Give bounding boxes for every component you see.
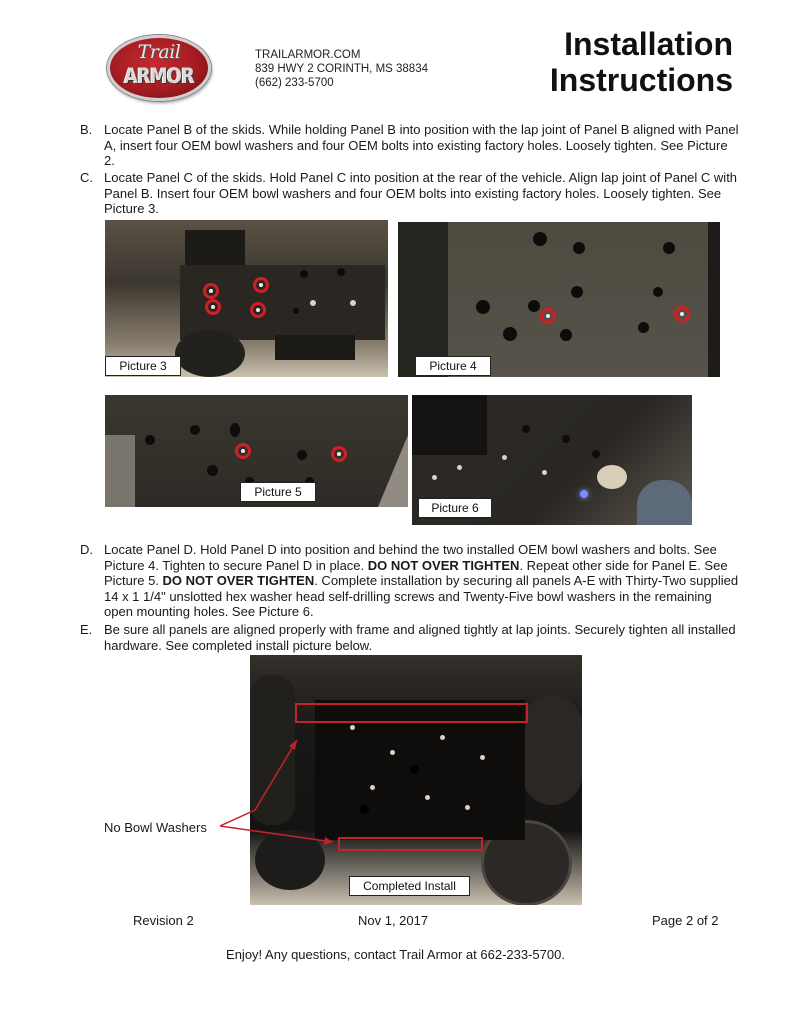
logo-text-trail: Trail (137, 41, 181, 63)
highlight-ring (540, 308, 556, 324)
highlight-ring (331, 446, 347, 462)
company-website: TRAILARMOR.COM (255, 49, 361, 61)
company-phone: (662) 233-5700 (255, 77, 334, 89)
step-text (104, 542, 740, 620)
trail-armor-logo (107, 35, 211, 101)
highlight-ring (203, 283, 219, 299)
step-b (80, 122, 740, 169)
warning-text: DO NOT OVER TIGHTEN (162, 573, 315, 589)
completed-install-caption: Completed Install (349, 876, 470, 896)
title-line-1: Installation (564, 26, 733, 62)
company-address: 839 HWY 2 CORINTH, MS 38834 (255, 63, 428, 75)
step-text-part: . Complete installation by securing all panels A-E with Thirty-Two supplied 14 x 1 1/4" unslotted hex washer head self-drilling screws and Twenty-Five bowl washers in the remaining open mounting holes. See Picture 6. (104, 573, 739, 620)
step-e (80, 622, 740, 653)
title-line-2: Instructions (549, 62, 733, 98)
highlight-ring (205, 299, 221, 315)
picture-3-caption: Picture 3 (105, 356, 181, 376)
company-contact-block (255, 48, 428, 90)
logo-text-armor: ARMOR (124, 64, 194, 88)
highlight-ring (674, 306, 690, 322)
step-letter: D. (80, 542, 93, 557)
document-title (550, 26, 733, 98)
annotation-arrows (215, 660, 335, 860)
step-text: Locate Panel C of the skids. Hold Panel C into position at the rear of the vehicle. Align lap joint of Panel C with Panel B. Insert four OEM bowl washers and four OEM bolts into existing factory holes. Loosely tighten. See Picture 3. (104, 170, 738, 217)
picture-6-caption: Picture 6 (418, 498, 492, 518)
warning-text: DO NOT OVER TIGHTEN (367, 557, 520, 573)
highlight-ring (235, 443, 251, 459)
step-letter: E. (80, 622, 93, 637)
picture-4-photo (398, 222, 720, 377)
step-c (80, 170, 740, 217)
highlight-box-bottom (338, 837, 483, 851)
annotation-label: No Bowl Washers (104, 820, 207, 835)
footer-page-number: Page 2 of 2 (652, 913, 719, 928)
step-letter: C. (80, 170, 93, 185)
picture-3-photo (105, 220, 388, 377)
step-d (80, 542, 740, 620)
picture-5-caption: Picture 5 (240, 482, 316, 502)
footer-date: Nov 1, 2017 (358, 913, 429, 928)
highlight-ring (253, 277, 269, 293)
picture-4-caption: Picture 4 (415, 356, 491, 376)
step-text: Be sure all panels are aligned properly with frame and aligned tightly at lap joints. Securely tighten all installed hardware. See completed install picture below. (104, 622, 736, 653)
highlight-ring (250, 302, 266, 318)
step-text: Locate Panel B of the skids. While holding Panel B into position with the lap joint of Panel B aligned with Panel A, insert four OEM bowl washers and four OEM bolts into existing factory holes. Loosely tighten. See Picture 2. (104, 122, 739, 169)
footer-closing-note: Enjoy! Any questions, contact Trail Armor at 662-233-5700. (226, 947, 565, 962)
footer-revision: Revision 2 (133, 913, 194, 928)
step-text-part: . Repeat other side for Panel E. See Picture 5. (104, 557, 728, 589)
step-letter: B. (80, 122, 93, 137)
step-text-part: Locate Panel D. Hold Panel D into position and behind the two installed OEM bowl washers and bolts. See Picture 4. Tighten to secure Panel D in place. (104, 542, 717, 573)
